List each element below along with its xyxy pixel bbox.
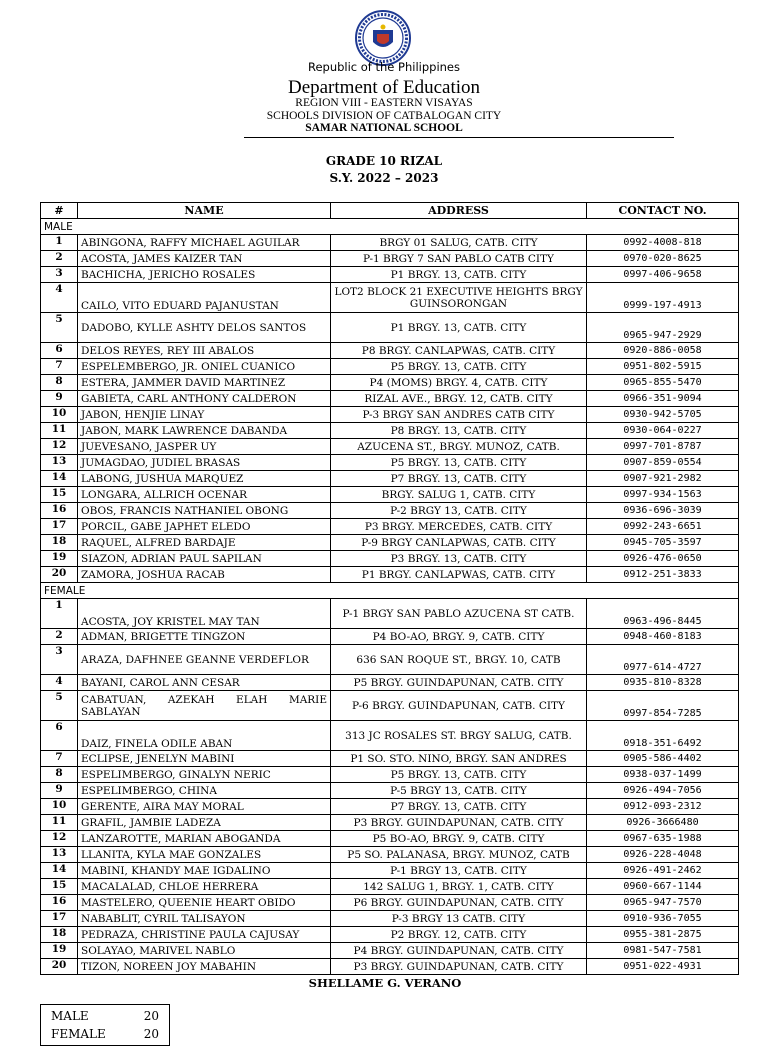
- student-name: SOLAYAO, MARIVEL NABLO: [78, 943, 331, 959]
- student-contact: 0951-802-5915: [587, 359, 739, 375]
- student-number: 14: [41, 863, 78, 879]
- student-number: 6: [41, 343, 78, 359]
- table-row: [41, 691, 739, 721]
- student-contact: 0960-667-1144: [587, 879, 739, 895]
- student-name: NABABLIT, CYRIL TALISAYON: [78, 911, 331, 927]
- col-header-contact: CONTACT NO.: [587, 203, 739, 219]
- student-address: RIZAL AVE., BRGY. 12, CATB. CITY: [331, 391, 587, 407]
- student-address: P2 BRGY. 12, CATB. CITY: [331, 927, 587, 943]
- student-address: P-5 BRGY 13, CATB. CITY: [331, 783, 587, 799]
- student-address: P1 BRGY. 13, CATB. CITY: [331, 267, 587, 283]
- table-row: [41, 863, 739, 879]
- roster-body: [41, 219, 739, 975]
- student-address: P5 SO. PALANASA, BRGY. MUNOZ, CATB: [331, 847, 587, 863]
- student-number: 1: [41, 235, 78, 251]
- student-name: JUEVESANO, JASPER UY: [78, 439, 331, 455]
- student-number: 17: [41, 911, 78, 927]
- student-address: P5 BRGY. 13, CATB. CITY: [331, 767, 587, 783]
- adviser-name: SHELLAME G. VERANO: [308, 976, 462, 990]
- deped-seal-icon: [355, 10, 411, 66]
- student-contact: 0926-476-0650: [587, 551, 739, 567]
- student-name: PEDRAZA, CHRISTINE PAULA CAJUSAY: [78, 927, 331, 943]
- student-name: BACHICHA, JERICHO ROSALES: [78, 267, 331, 283]
- student-name: ACOSTA, JOY KRISTEL MAY TAN: [78, 599, 331, 629]
- student-number: 13: [41, 455, 78, 471]
- student-number: 16: [41, 895, 78, 911]
- student-contact: 0938-037-1499: [587, 767, 739, 783]
- student-name: BAYANI, CAROL ANN CESAR: [78, 675, 331, 691]
- table-row: [41, 927, 739, 943]
- student-name: ACOSTA, JAMES KAIZER TAN: [78, 251, 331, 267]
- student-address: P8 BRGY. 13, CATB. CITY: [331, 423, 587, 439]
- summary-label: MALE: [51, 1009, 89, 1023]
- table-row: [41, 879, 739, 895]
- student-name: LABONG, JUSHUA MARQUEZ: [78, 471, 331, 487]
- table-row: [41, 359, 739, 375]
- table-row: [41, 423, 739, 439]
- student-contact: 0926-494-7056: [587, 783, 739, 799]
- table-row: [41, 235, 739, 251]
- table-row: [41, 267, 739, 283]
- student-number: 20: [41, 959, 78, 975]
- division-heading: SCHOOLS DIVISION OF CATBALOGAN CITY: [266, 110, 502, 122]
- summary-value: 20: [143, 1009, 159, 1023]
- student-name: MASTELERO, QUEENIE HEART OBIDO: [78, 895, 331, 911]
- student-address: P1 BRGY. 13, CATB. CITY: [331, 313, 587, 343]
- student-number: 6: [41, 721, 78, 751]
- class-roster-table: [40, 202, 739, 975]
- student-number: 3: [41, 645, 78, 675]
- student-name: RAQUEL, ALFRED BARDAJE: [78, 535, 331, 551]
- student-name: JUMAGDAO, JUDIEL BRASAS: [78, 455, 331, 471]
- table-row: [41, 391, 739, 407]
- student-name: GABIETA, CARL ANTHONY CALDERON: [78, 391, 331, 407]
- student-contact: 0926-491-2462: [587, 863, 739, 879]
- student-contact: 0905-586-4402: [587, 751, 739, 767]
- student-number: 2: [41, 629, 78, 645]
- student-address: P-6 BRGY. GUINDAPUNAN, CATB. CITY: [331, 691, 587, 721]
- student-number: 8: [41, 375, 78, 391]
- student-contact: 0948-460-8183: [587, 629, 739, 645]
- student-contact: 0997-854-7285: [587, 691, 739, 721]
- student-address: P4 BRGY. GUINDAPUNAN, CATB. CITY: [331, 943, 587, 959]
- student-address: P-1 BRGY SAN PABLO AZUCENA ST CATB.: [331, 599, 587, 629]
- student-contact: 0970-020-8625: [587, 251, 739, 267]
- student-number: 20: [41, 567, 78, 583]
- student-number: 10: [41, 407, 78, 423]
- student-contact: 0997-406-9658: [587, 267, 739, 283]
- student-contact: 0977-614-4727: [587, 645, 739, 675]
- table-row: [41, 567, 739, 583]
- student-contact: 0965-855-5470: [587, 375, 739, 391]
- table-row: [41, 751, 739, 767]
- student-name: LONGARA, ALLRICH OCENAR: [78, 487, 331, 503]
- student-address: P3 BRGY. GUINDAPUNAN, CATB. CITY: [331, 959, 587, 975]
- student-number: 4: [41, 283, 78, 313]
- student-name: ESTERA, JAMMER DAVID MARTINEZ: [78, 375, 331, 391]
- student-address: P6 BRGY. GUINDAPUNAN, CATB. CITY: [331, 895, 587, 911]
- gender-summary-box: [40, 1004, 170, 1046]
- student-address: P1 SO. STO. NINO, BRGY. SAN ANDRES: [331, 751, 587, 767]
- student-number: 4: [41, 675, 78, 691]
- student-address: P3 BRGY. MERCEDES, CATB. CITY: [331, 519, 587, 535]
- student-number: 18: [41, 927, 78, 943]
- summary-row-male: [41, 1005, 169, 1023]
- student-name: DAIZ, FINELA ODILE ABAN: [78, 721, 331, 751]
- student-contact: 0965-947-2929: [587, 313, 739, 343]
- table-row: [41, 783, 739, 799]
- student-contact: 0997-934-1563: [587, 487, 739, 503]
- student-contact: 0912-093-2312: [587, 799, 739, 815]
- student-contact: 0955-381-2875: [587, 927, 739, 943]
- table-row: [41, 645, 739, 675]
- student-contact: 0997-701-8787: [587, 439, 739, 455]
- female-section-row: [41, 583, 739, 599]
- student-name: LANZAROTTE, MARIAN ABOGANDA: [78, 831, 331, 847]
- student-contact: 0907-921-2982: [587, 471, 739, 487]
- student-contact: 0912-251-3833: [587, 567, 739, 583]
- table-row: [41, 471, 739, 487]
- student-contact: 0935-810-8328: [587, 675, 739, 691]
- table-row: [41, 943, 739, 959]
- school-heading: SAMAR NATIONAL SCHOOL: [305, 122, 463, 134]
- student-name: OBOS, FRANCIS NATHANIEL OBONG: [78, 503, 331, 519]
- student-address: P5 BO-AO, BRGY. 9, CATB. CITY: [331, 831, 587, 847]
- student-address: P3 BRGY. GUINDAPUNAN, CATB. CITY: [331, 815, 587, 831]
- student-address: P5 BRGY. 13, CATB. CITY: [331, 359, 587, 375]
- student-name: PORCIL, GABE JAPHET ELEDO: [78, 519, 331, 535]
- student-name: GRAFIL, JAMBIE LADEZA: [78, 815, 331, 831]
- student-address: P5 BRGY. GUINDAPUNAN, CATB. CITY: [331, 675, 587, 691]
- student-number: 14: [41, 471, 78, 487]
- table-row: [41, 629, 739, 645]
- student-contact: 0965-947-7570: [587, 895, 739, 911]
- student-number: 19: [41, 943, 78, 959]
- table-row: [41, 767, 739, 783]
- student-contact: 0926-228-4048: [587, 847, 739, 863]
- student-contact: 0999-197-4913: [587, 283, 739, 313]
- student-address: P-1 BRGY 13, CATB. CITY: [331, 863, 587, 879]
- student-contact: 0920-886-0058: [587, 343, 739, 359]
- student-address: P-2 BRGY 13, CATB. CITY: [331, 503, 587, 519]
- student-address: P-9 BRGY CANLAPWAS, CATB. CITY: [331, 535, 587, 551]
- table-header-row: [41, 203, 739, 219]
- student-name: TIZON, NOREEN JOY MABAHIN: [78, 959, 331, 975]
- student-name: CAILO, VITO EDUARD PAJANUSTAN: [78, 283, 331, 313]
- student-number: 3: [41, 267, 78, 283]
- table-row: [41, 815, 739, 831]
- col-header-name: NAME: [78, 203, 331, 219]
- table-row: [41, 911, 739, 927]
- student-address: P8 BRGY. CANLAPWAS, CATB. CITY: [331, 343, 587, 359]
- student-name: ADMAN, BRIGETTE TINGZON: [78, 629, 331, 645]
- student-address: 313 JC ROSALES ST. BRGY SALUG, CATB.: [331, 721, 587, 751]
- student-contact: 0963-496-8445: [587, 599, 739, 629]
- table-row: [41, 343, 739, 359]
- student-name: ARAZA, DAFHNEE GEANNE VERDEFLOR: [78, 645, 331, 675]
- student-address: P1 BRGY. CANLAPWAS, CATB. CITY: [331, 567, 587, 583]
- student-name: ABINGONA, RAFFY MICHAEL AGUILAR: [78, 235, 331, 251]
- student-number: 8: [41, 767, 78, 783]
- student-address: P3 BRGY. 13, CATB. CITY: [331, 551, 587, 567]
- table-row: [41, 519, 739, 535]
- student-number: 9: [41, 783, 78, 799]
- student-number: 17: [41, 519, 78, 535]
- table-row: [41, 847, 739, 863]
- student-contact: 0918-351-6492: [587, 721, 739, 751]
- female-section-label: FEMALE: [41, 583, 739, 599]
- summary-row-female: [41, 1023, 169, 1041]
- table-row: [41, 375, 739, 391]
- student-number: 13: [41, 847, 78, 863]
- department-heading: Department of Education: [287, 77, 481, 98]
- student-address: BRGY. SALUG 1, CATB. CITY: [331, 487, 587, 503]
- male-section-row: [41, 219, 739, 235]
- student-name: CABATUAN, AZEKAH ELAH MARIE SABLAYAN: [78, 691, 331, 721]
- student-address: P-3 BRGY SAN ANDRES CATB CITY: [331, 407, 587, 423]
- student-contact: 0967-635-1988: [587, 831, 739, 847]
- student-name: MABINI, KHANDY MAE IGDALINO: [78, 863, 331, 879]
- student-number: 5: [41, 313, 78, 343]
- table-row: [41, 535, 739, 551]
- student-address: 142 SALUG 1, BRGY. 1, CATB. CITY: [331, 879, 587, 895]
- student-contact: 0930-942-5705: [587, 407, 739, 423]
- grade-section-title: GRADE 10 RIZAL: [325, 154, 443, 168]
- student-address: LOT2 BLOCK 21 EXECUTIVE HEIGHTS BRGY GUINSORONGAN: [331, 283, 587, 313]
- table-row: [41, 439, 739, 455]
- student-address: P4 (MOMS) BRGY. 4, CATB. CITY: [331, 375, 587, 391]
- student-contact: 0930-064-0227: [587, 423, 739, 439]
- student-name: JABON, HENJIE LINAY: [78, 407, 331, 423]
- student-number: 16: [41, 503, 78, 519]
- student-number: 12: [41, 439, 78, 455]
- student-number: 18: [41, 535, 78, 551]
- student-contact: 0945-705-3597: [587, 535, 739, 551]
- student-number: 9: [41, 391, 78, 407]
- student-address: AZUCENA ST., BRGY. MUNOZ, CATB.: [331, 439, 587, 455]
- student-name: ESPELIMBERGO, GINALYN NERIC: [78, 767, 331, 783]
- student-number: 7: [41, 359, 78, 375]
- republic-heading: Republic of the Philippines: [307, 60, 461, 74]
- student-number: 12: [41, 831, 78, 847]
- student-contact: 0926-3666480: [587, 815, 739, 831]
- student-number: 15: [41, 487, 78, 503]
- student-number: 10: [41, 799, 78, 815]
- table-row: [41, 959, 739, 975]
- table-row: [41, 251, 739, 267]
- region-heading: REGION VIII - EASTERN VISAYAS: [295, 97, 473, 109]
- table-row: [41, 487, 739, 503]
- table-row: [41, 313, 739, 343]
- table-row: [41, 407, 739, 423]
- table-row: [41, 799, 739, 815]
- header-divider: [244, 137, 674, 138]
- student-address: P-3 BRGY 13 CATB. CITY: [331, 911, 587, 927]
- student-address: BRGY 01 SALUG, CATB. CITY: [331, 235, 587, 251]
- student-name: SIAZON, ADRIAN PAUL SAPILAN: [78, 551, 331, 567]
- student-name: ZAMORA, JOSHUA RACAB: [78, 567, 331, 583]
- student-name: JABON, MARK LAWRENCE DABANDA: [78, 423, 331, 439]
- student-address: 636 SAN ROQUE ST., BRGY. 10, CATB: [331, 645, 587, 675]
- table-row: [41, 831, 739, 847]
- table-row: [41, 503, 739, 519]
- student-contact: 0910-936-7055: [587, 911, 739, 927]
- student-number: 11: [41, 815, 78, 831]
- table-row: [41, 895, 739, 911]
- student-name: MACALALAD, CHLOE HERRERA: [78, 879, 331, 895]
- table-row: [41, 283, 739, 313]
- student-contact: 0992-243-6651: [587, 519, 739, 535]
- table-row: [41, 721, 739, 751]
- table-row: [41, 551, 739, 567]
- student-contact: 0907-859-0554: [587, 455, 739, 471]
- student-contact: 0981-547-7581: [587, 943, 739, 959]
- student-contact: 0936-696-3039: [587, 503, 739, 519]
- student-number: 11: [41, 423, 78, 439]
- student-name: ECLIPSE, JENELYN MABINI: [78, 751, 331, 767]
- school-year: S.Y. 2022 – 2023: [329, 171, 439, 185]
- student-contact: 0992-4008-818: [587, 235, 739, 251]
- student-address: P7 BRGY. 13, CATB. CITY: [331, 471, 587, 487]
- student-number: 7: [41, 751, 78, 767]
- student-address: P-1 BRGY 7 SAN PABLO CATB CITY: [331, 251, 587, 267]
- student-name: ESPELIMBERGO, CHINA: [78, 783, 331, 799]
- col-header-address: ADDRESS: [331, 203, 587, 219]
- student-name: ESPELEMBERGO, JR. ONIEL CUANICO: [78, 359, 331, 375]
- summary-value: 20: [143, 1027, 159, 1041]
- student-number: 15: [41, 879, 78, 895]
- table-row: [41, 675, 739, 691]
- student-number: 2: [41, 251, 78, 267]
- table-row: [41, 599, 739, 629]
- table-row: [41, 455, 739, 471]
- student-name: GERENTE, AIRA MAY MORAL: [78, 799, 331, 815]
- student-number: 1: [41, 599, 78, 629]
- student-name: DELOS REYES, REY III ABALOS: [78, 343, 331, 359]
- student-name: DADOBO, KYLLE ASHTY DELOS SANTOS: [78, 313, 331, 343]
- student-address: P4 BO-AO, BRGY. 9, CATB. CITY: [331, 629, 587, 645]
- student-address: P7 BRGY. 13, CATB. CITY: [331, 799, 587, 815]
- student-number: 19: [41, 551, 78, 567]
- student-contact: 0966-351-9094: [587, 391, 739, 407]
- summary-label: FEMALE: [51, 1027, 106, 1041]
- student-contact: 0951-022-4931: [587, 959, 739, 975]
- col-header-num: #: [41, 203, 78, 219]
- student-name: LLANITA, KYLA MAE GONZALES: [78, 847, 331, 863]
- student-number: 5: [41, 691, 78, 721]
- student-address: P5 BRGY. 13, CATB. CITY: [331, 455, 587, 471]
- male-section-label: MALE: [41, 219, 739, 235]
